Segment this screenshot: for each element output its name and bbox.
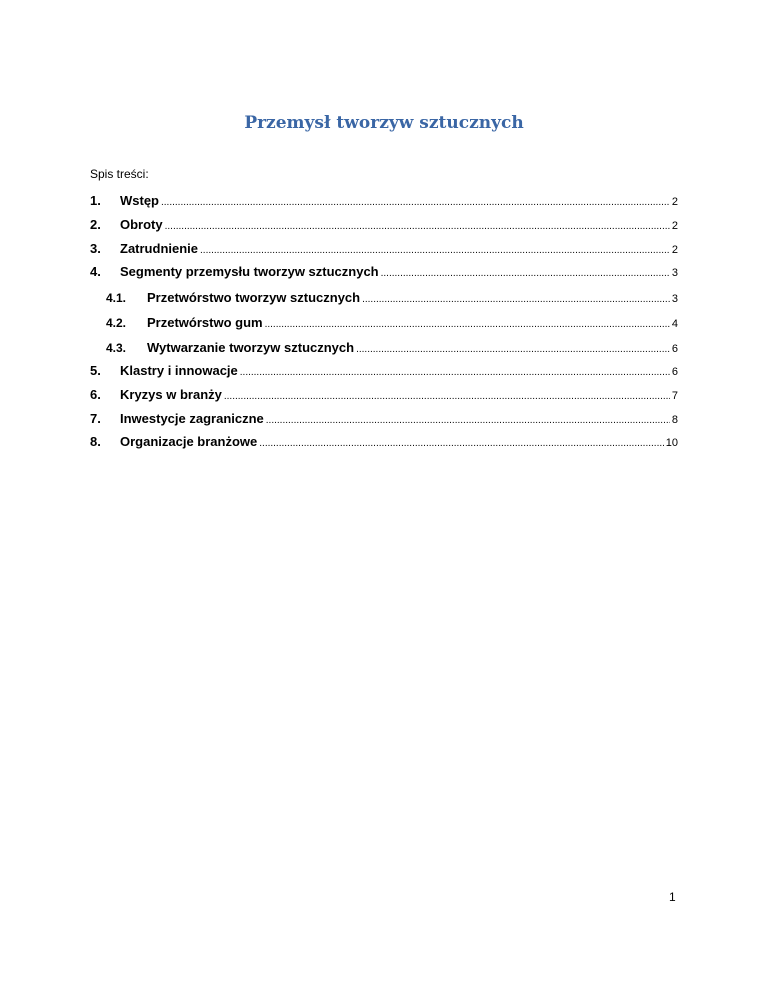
toc-dot-leader bbox=[165, 218, 670, 236]
toc-entry-page: 6 bbox=[671, 366, 678, 378]
document-title: Przemysł tworzyw sztucznych bbox=[244, 113, 524, 133]
toc-dot-leader bbox=[200, 242, 670, 260]
toc-entry-label[interactable]: Przetwórstwo gum bbox=[147, 315, 263, 330]
toc-entry-zatrudnienie[interactable] bbox=[90, 240, 678, 258]
toc-entry-page: 8 bbox=[671, 414, 678, 426]
toc-entry-label[interactable]: Segmenty przemysłu tworzyw sztucznych bbox=[120, 264, 379, 279]
toc-dot-leader bbox=[224, 388, 670, 406]
toc-dot-leader bbox=[266, 412, 670, 430]
toc-entry-przetworstwo-tworzyw[interactable] bbox=[106, 289, 678, 307]
toc-entry-page: 7 bbox=[671, 390, 678, 402]
toc-entry-label[interactable]: Wstęp bbox=[120, 193, 159, 208]
toc-heading: Spis treści: bbox=[90, 167, 149, 181]
toc-entry-page: 3 bbox=[671, 293, 678, 305]
toc-entry-number: 7. bbox=[90, 411, 101, 426]
toc-entry-inwestycje[interactable] bbox=[90, 410, 678, 428]
toc-entry-wstep[interactable] bbox=[90, 192, 678, 210]
toc-entry-page: 3 bbox=[671, 267, 678, 279]
toc-entry-number: 4.3. bbox=[106, 341, 127, 355]
toc-entry-page: 2 bbox=[671, 244, 678, 256]
toc-entry-label[interactable]: Organizacje branżowe bbox=[120, 434, 258, 449]
toc-dot-leader bbox=[265, 316, 670, 334]
toc-dot-leader bbox=[356, 341, 670, 359]
toc-dot-leader bbox=[240, 364, 670, 382]
toc-entry-label[interactable]: Zatrudnienie bbox=[120, 241, 199, 256]
toc-entry-label[interactable]: Przetwórstwo tworzyw sztucznych bbox=[147, 290, 361, 305]
toc-entry-przetworstwo-gum[interactable] bbox=[106, 314, 678, 332]
page-number: 1 bbox=[669, 890, 676, 904]
toc-entry-page: 4 bbox=[671, 318, 678, 330]
toc-entry-label[interactable]: Kryzys w branży bbox=[120, 387, 222, 402]
toc-dot-leader bbox=[381, 265, 670, 283]
toc-dot-leader bbox=[362, 291, 670, 309]
toc-entry-page: 10 bbox=[665, 437, 678, 449]
toc-entry-label[interactable]: Wytwarzanie tworzyw sztucznych bbox=[147, 340, 355, 355]
toc-entry-number: 2. bbox=[90, 217, 101, 232]
toc-entry-organizacje[interactable] bbox=[90, 433, 678, 451]
toc-entry-number: 8. bbox=[90, 434, 101, 449]
toc-entry-number: 6. bbox=[90, 387, 101, 402]
toc-entry-klastry[interactable] bbox=[90, 362, 678, 380]
toc-entry-number: 1. bbox=[90, 193, 101, 208]
toc-entry-kryzys[interactable] bbox=[90, 386, 678, 404]
toc-entry-number: 4.1. bbox=[106, 291, 127, 305]
toc-entry-page: 2 bbox=[671, 220, 678, 232]
toc-dot-leader bbox=[161, 194, 670, 212]
toc-entry-label[interactable]: Obroty bbox=[120, 217, 163, 232]
toc-entry-number: 5. bbox=[90, 363, 101, 378]
toc-entry-obroty[interactable] bbox=[90, 216, 678, 234]
toc-entry-number: 3. bbox=[90, 241, 101, 256]
toc-entry-label[interactable]: Inwestycje zagraniczne bbox=[120, 411, 264, 426]
toc-entry-number: 4.2. bbox=[106, 316, 127, 330]
toc-entry-label[interactable]: Klastry i innowacje bbox=[120, 363, 238, 378]
toc-entry-page: 2 bbox=[671, 196, 678, 208]
toc-entry-number: 4. bbox=[90, 264, 101, 279]
toc-entry-page: 6 bbox=[671, 343, 678, 355]
toc-dot-leader bbox=[259, 435, 663, 453]
toc-entry-wytwarzanie-tworzyw[interactable] bbox=[106, 339, 678, 357]
toc-entry-segmenty[interactable] bbox=[90, 263, 678, 281]
